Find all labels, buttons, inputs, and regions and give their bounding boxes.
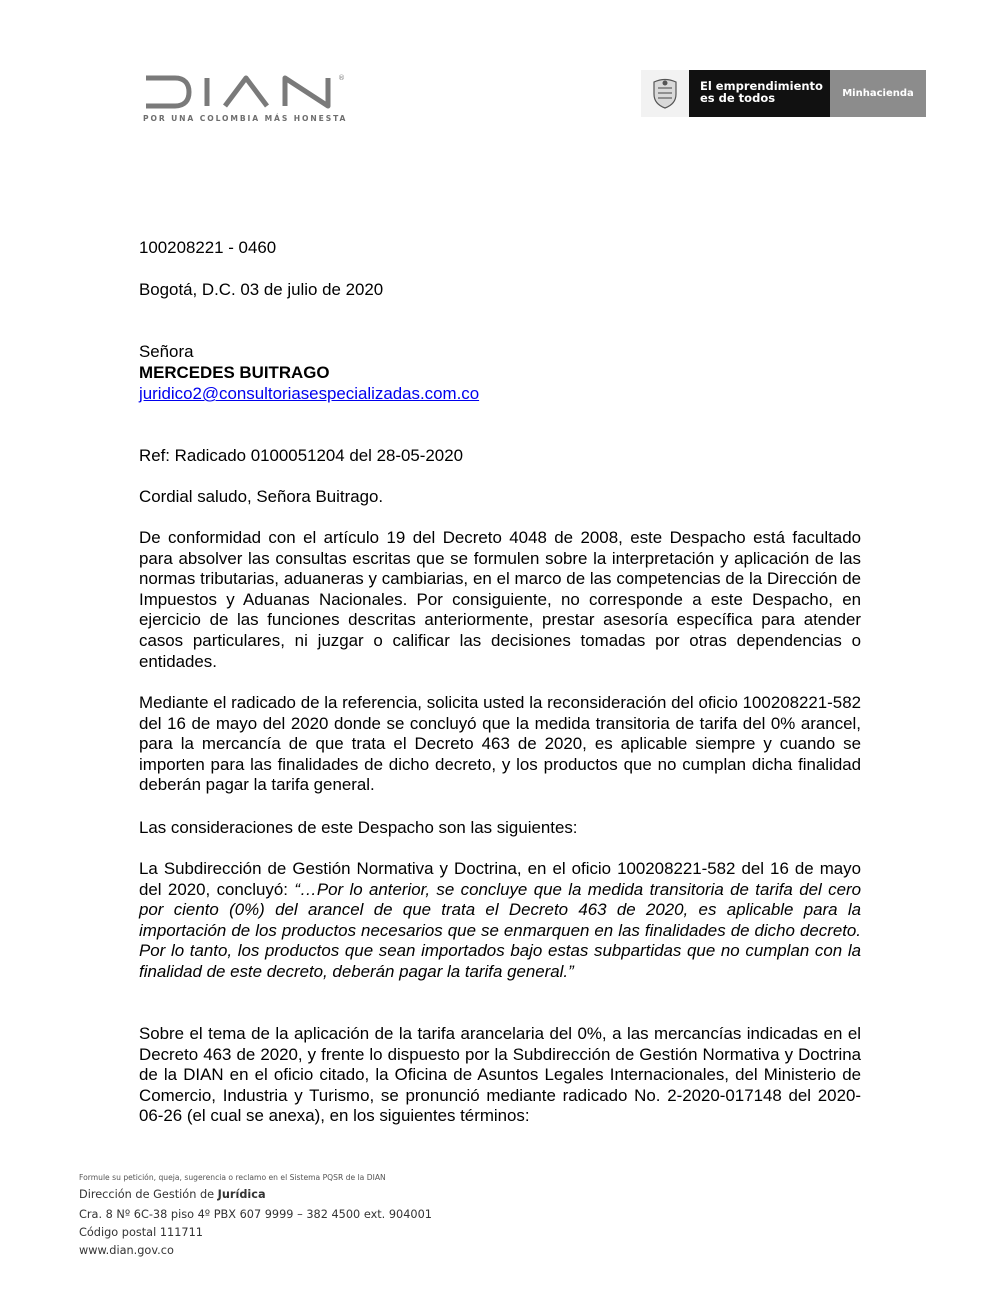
recipient-name: MERCEDES BUITRAGO: [139, 363, 330, 382]
banner-slogan: [689, 70, 830, 117]
prior-ruling-lead: La Subdirección de Gestión Normativa y Doctrina, en el oficio 100208221-582 del 16 de mayo del 2020, concluyó:: [139, 859, 861, 899]
salutation-title: Señora: [139, 342, 194, 361]
registered-mark: ®: [338, 74, 345, 82]
ref-number: 100208221 - 0460: [139, 238, 277, 257]
footer-address: Cra. 8 Nº 6C-38 piso 4º PBX 607 9999 – 382 4500 ext. 904001: [79, 1208, 432, 1221]
paragraph-ministry-response: Sobre el tema de la aplicación de la tarifa arancelaria del 0%, a las mercancías indicadas en el Decreto 463 de 2020, y frente lo dispuesto por la Subdirección de Gestión Normativa y Doctrina de la DIAN en el oficio citado, la Oficina de Asuntos Legales Internacionales, del Ministerio de Comercio, Industria y Turismo, se pronunció mediante radicado No. 2-2020-017148 del 2020-06-26 (el cual se anexa), en los siguientes términos:: [139, 1024, 861, 1126]
pqsr-note: Formule su petición, queja, sugerencia o reclamo en el Sistema PQSR de la DIAN: [79, 1173, 386, 1182]
paragraph-considerations: Las consideraciones de este Despacho son las siguientes:: [139, 818, 578, 837]
footer-website[interactable]: www.dian.gov.co: [79, 1244, 174, 1257]
banner-line-2: es de todos: [700, 91, 776, 105]
footer-postal: Código postal 111711: [79, 1226, 203, 1239]
paragraph-competence: De conformidad con el artículo 19 del Decreto 4048 de 2008, este Despacho está facultado para absolver las consultas escritas que se formulen sobre la interpretación y aplicación de las normas tributarias, aduaneras y cambiarias, en el marco de las competencias de la Dirección de Impuestos y Aduanas Nacionales. Por consiguiente, no corresponde a este Despacho, en ejercicio de las funciones descritas anteriormente, prestar asesoría específica para atender casos particulares, ni juzgar o calificar las decisiones tomadas por otras dependencias o entidades.: [139, 528, 861, 671]
paragraph-prior-ruling: [139, 859, 861, 983]
paragraph-request: Mediante el radicado de la referencia, solicita usted la reconsideración del oficio 100208221-582 del 16 de mayo del 2020 donde se concluyó que la medida transitoria de tarifa del 0% arancel, para la mercancía de que trata el Decreto 463 de 2020, es aplicable siempre y cuando se importen para las finalidades de dicho decreto, y los productos que no cumplan dicha finalidad deberán pagar la tarifa general.: [139, 693, 861, 795]
prior-ruling-quote: “…Por lo anterior, se concluye que la medida transitoria de tarifa del cero por ciento (0%) del arancel de que trata el Decreto 463 de 2020, es aplicable para la importación de los productos necesarios que se enmarquen en las finalidades de dicho decreto. Por lo tanto, los productos que sean importados bajo estas subpartidas que no cumplan con la finalidad de este decreto, deberán pagar la tarifa general.”: [139, 879, 861, 981]
dian-logo: [143, 70, 353, 128]
banner-line-1: El emprendimiento: [700, 79, 823, 93]
government-banner: [641, 70, 926, 117]
recipient-email-link[interactable]: juridico2@consultoriasespecializadas.com.co: [139, 384, 480, 403]
coat-of-arms-icon: [641, 70, 689, 117]
reference-line: Ref: Radicado 0100051204 del 28-05-2020: [139, 446, 463, 465]
footer-direction: [79, 1188, 266, 1201]
letter-date: Bogotá, D.C. 03 de julio de 2020: [139, 280, 384, 299]
footer-direction-prefix: Dirección de Gestión de: [79, 1188, 218, 1201]
greeting: Cordial saludo, Señora Buitrago.: [139, 487, 384, 506]
recipient-email-line: [139, 384, 861, 405]
dian-wordmark-icon: [143, 70, 348, 112]
logo-tagline: POR UNA COLOMBIA MÁS HONESTA: [143, 114, 348, 123]
footer-direction-bold: Jurídica: [217, 1188, 266, 1201]
minhacienda-label: Minhacienda: [830, 70, 926, 117]
